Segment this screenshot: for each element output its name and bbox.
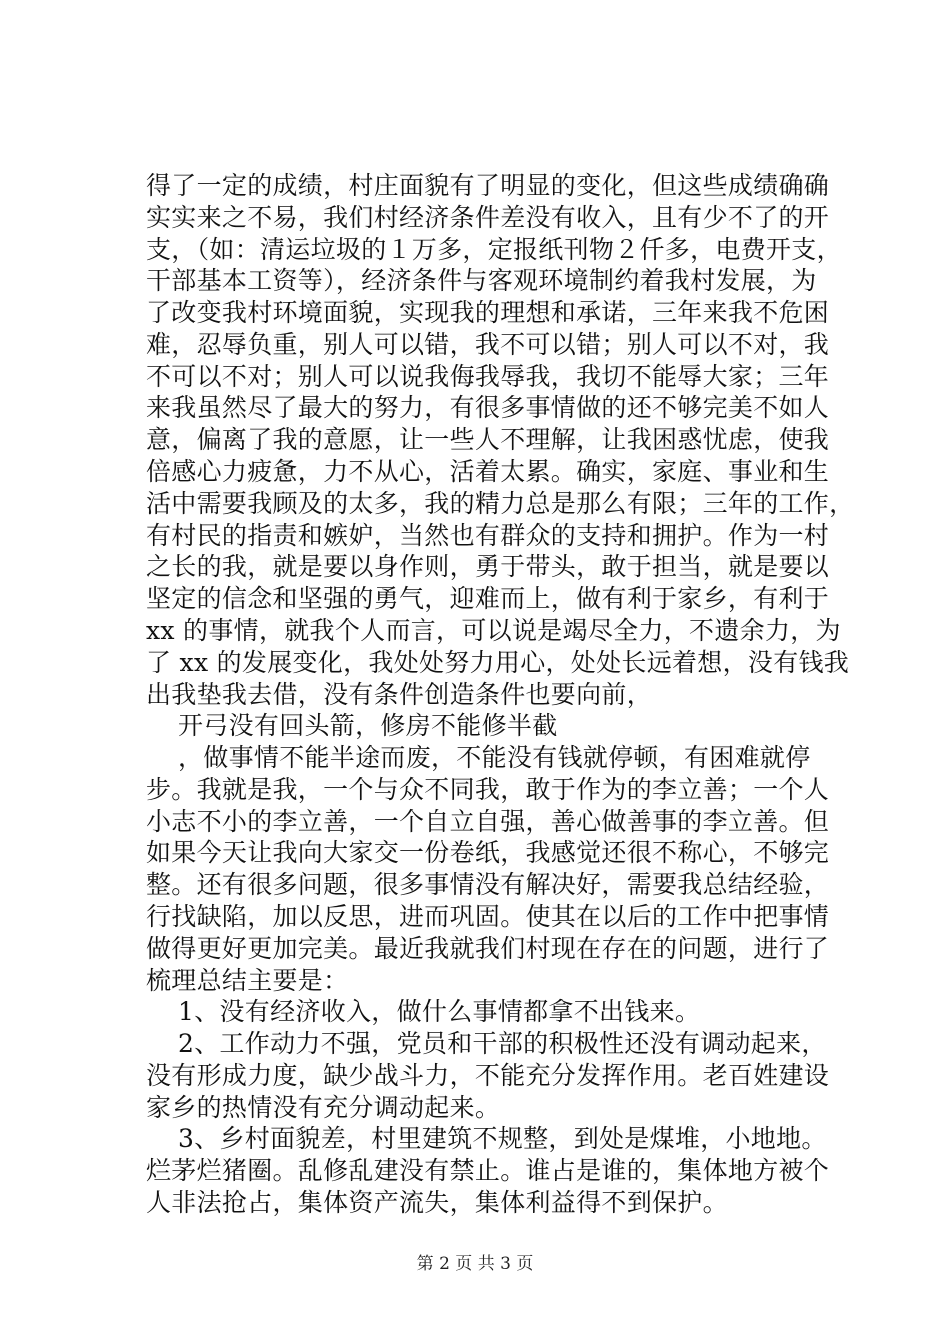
body-text-line: 开弓没有回头箭，修房不能修半截 [178,711,558,740]
body-text-line: 没有形成力度，缺少战斗力，不能充分发挥作用。老百姓建设 [146,1061,830,1090]
body-text-line: 了改变我村环境面貌，实现我的理想和承诺，三年来我不危困 [146,298,830,327]
body-text-line: 有村民的指责和嫉妒，当然也有群众的支持和拥护。作为一村 [146,521,830,550]
body-text-line: 小志不小的李立善，一个自立自强，善心做善事的李立善。但 [146,807,830,836]
body-text-line: 坚定的信念和坚强的勇气，迎难而上，做有利于家乡，有利于 [146,584,830,613]
list-item: 2、工作动力不强，党员和干部的积极性还没有调动起来， [178,1029,827,1058]
list-item: 1、没有经济收入，做什么事情都拿不出钱来。 [178,997,701,1026]
body-text-line: 支，（如：清运垃圾的１万多，定报纸刊物２仟多，电费开支， [146,235,842,264]
body-text-line: 步。我就是我，一个与众不同我，敢于作为的李立善；一个人 [146,775,830,804]
body-text-line: 整。还有很多问题，很多事情没有解决好，需要我总结经验， [146,870,830,899]
body-text-line: 意，偏离了我的意愿，让一些人不理解，让我困惑忧虑，使我 [146,425,830,454]
list-item: 3、乡村面貌差，村里建筑不规整，到处是煤堆，小地地。 [178,1124,827,1153]
body-text-line: 梳理总结主要是： [146,966,349,995]
body-text-line: 家乡的热情没有充分调动起来。 [146,1093,501,1122]
body-text-line: 之长的我，就是要以身作则，勇于带头，敢于担当，就是要以 [146,552,830,581]
body-text-line: xx 的事情，就我个人而言，可以说是竭尽全力，不遗余力，为 [146,616,841,645]
body-text-line: 烂茅烂猪圈。乱修乱建没有禁止。谁占是谁的，集体地方被个 [146,1156,830,1185]
body-text-line: 了 xx 的发展变化，我处处努力用心，处处长远着想，没有钱我 [146,648,850,677]
page-number-footer: 第 2 页 共 3 页 [416,1254,534,1274]
body-text-line: 实实来之不易，我们村经济条件差没有收入，且有少不了的开 [146,203,830,232]
body-text-line: 出我垫我去借，没有条件创造条件也要向前， [146,680,653,709]
body-text-line: 倍感心力疲惫，力不从心，活着太累。确实，家庭、事业和生 [146,457,830,486]
body-text-line: 做得更好更加完美。最近我就我们村现在存在的问题，进行了 [146,934,830,963]
body-text-line: 如果今天让我向大家交一份卷纸，我感觉还很不称心，不够完 [146,838,830,867]
body-text-line: 难，忍辱负重，别人可以错，我不可以错；别人可以不对，我 [146,330,830,359]
body-text-line: 人非法抢占，集体资产流失，集体利益得不到保护。 [146,1188,728,1217]
body-text-line: ，做事情不能半途而废，不能没有钱就停顿，有困难就停 [178,743,811,772]
body-text-line: 干部基本工资等），经济条件与客观环境制约着我村发展，为 [146,266,817,295]
body-text-line: 得了一定的成绩，村庄面貌有了明显的变化，但这些成绩确确 [146,171,830,200]
body-text-line: 来我虽然尽了最大的努力，有很多事情做的还不够完美不如人 [146,393,830,422]
body-text-line: 不可以不对；别人可以说我侮我辱我，我切不能辱大家；三年 [146,362,830,391]
body-text-line: 行找缺陷，加以反思，进而巩固。使其在以后的工作中把事情 [146,902,830,931]
body-text-line: 活中需要我顾及的太多，我的精力总是那么有限；三年的工作， [146,489,855,518]
